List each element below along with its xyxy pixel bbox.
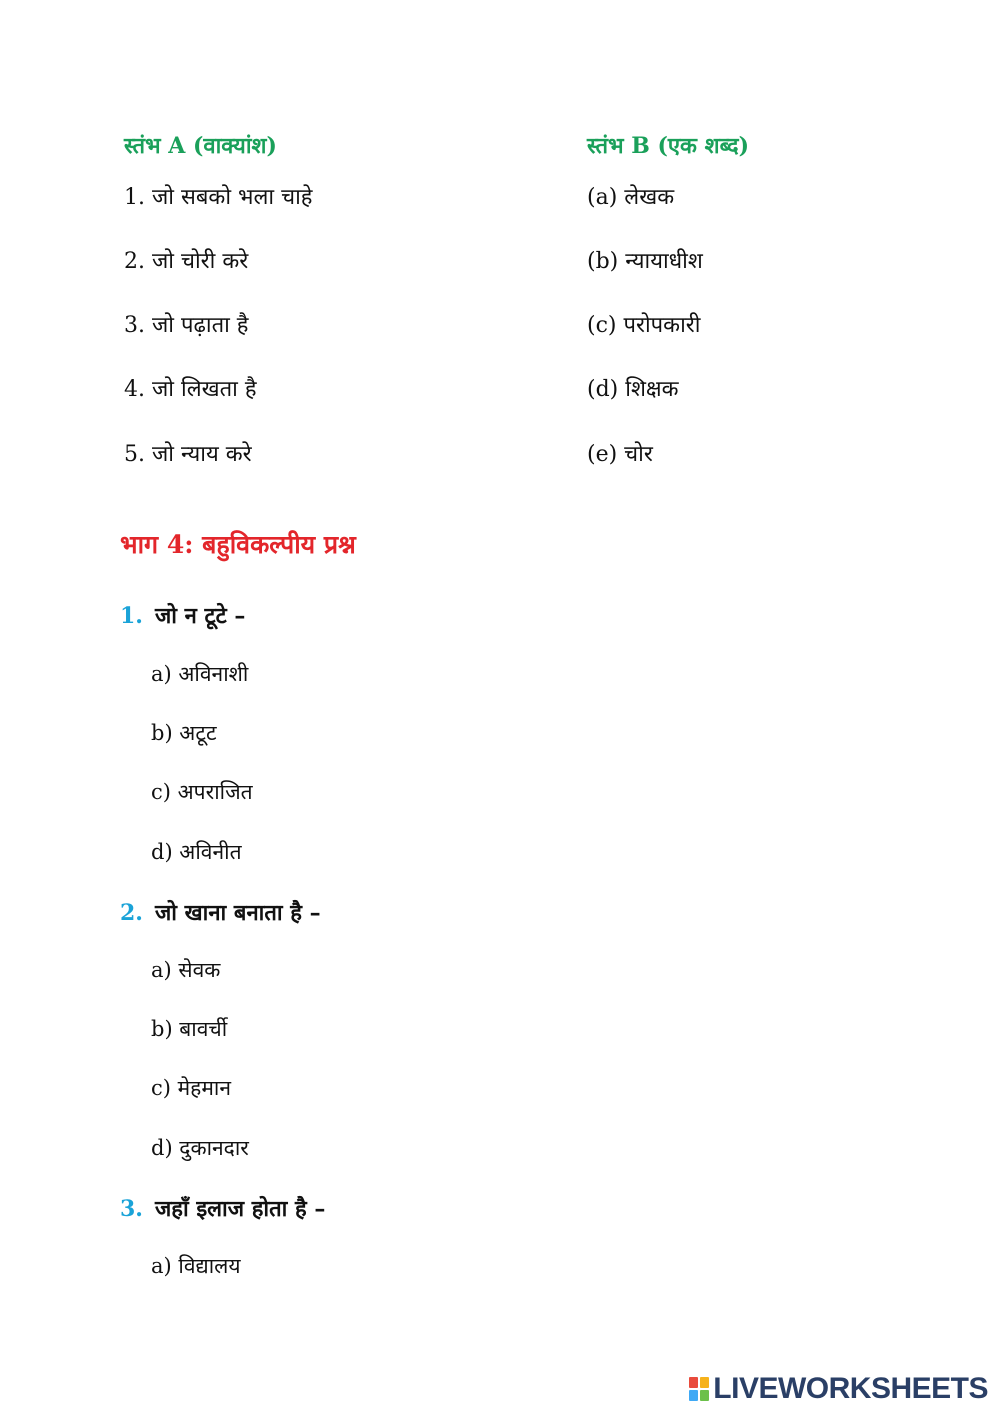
logo-text: LIVEWORKSHEETS [713, 1372, 988, 1405]
logo-square-icon [689, 1390, 698, 1401]
liveworksheets-logo [689, 1372, 988, 1406]
question-number: 2. [120, 900, 143, 926]
column-a-item: 2. जो चोरी करे [124, 249, 249, 274]
question-2 [120, 897, 321, 927]
column-b-item: (c) परोपकारी [587, 313, 701, 338]
question-text: जो न टूटे – [154, 603, 246, 629]
option-item[interactable]: a) विद्यालय [151, 1254, 241, 1278]
column-b-item: (b) न्यायाधीश [587, 249, 703, 274]
option-item[interactable]: a) सेवक [151, 958, 221, 982]
column-a-heading: स्तंभ A (वाक्यांश) [124, 133, 277, 159]
column-b-heading: स्तंभ B (एक शब्द) [587, 133, 749, 159]
liveworksheets-logo-icon [689, 1377, 709, 1401]
column-b-item: (e) चोर [587, 442, 653, 467]
column-a-item: 1. जो सबको भला चाहे [124, 185, 313, 210]
question-text: जो खाना बनाता है – [154, 900, 321, 926]
question-1 [120, 600, 245, 630]
option-item[interactable]: d) अविनीत [151, 840, 242, 864]
column-a-item: 4. जो लिखता है [124, 377, 257, 402]
column-b-item: (a) लेखक [587, 185, 675, 210]
option-item[interactable]: b) बावर्ची [151, 1017, 228, 1041]
question-number: 3. [120, 1196, 143, 1222]
column-a-item: 5. जो न्याय करे [124, 442, 252, 467]
question-number: 1. [120, 603, 143, 629]
logo-square-icon [700, 1377, 709, 1388]
option-item[interactable]: a) अविनाशी [151, 662, 249, 686]
column-b-item: (d) शिक्षक [587, 377, 679, 402]
option-item[interactable]: c) अपराजित [151, 780, 253, 804]
column-a-item: 3. जो पढ़ाता है [124, 313, 249, 338]
option-item[interactable]: c) मेहमान [151, 1076, 231, 1100]
option-item[interactable]: b) अटूट [151, 721, 217, 745]
section-title: भाग 4: बहुविकल्पीय प्रश्न [120, 530, 356, 559]
logo-square-icon [689, 1377, 698, 1388]
question-3 [120, 1193, 325, 1223]
logo-square-icon [700, 1390, 709, 1401]
question-text: जहाँ इलाज होता है – [154, 1196, 326, 1222]
option-item[interactable]: d) दुकानदार [151, 1136, 249, 1160]
